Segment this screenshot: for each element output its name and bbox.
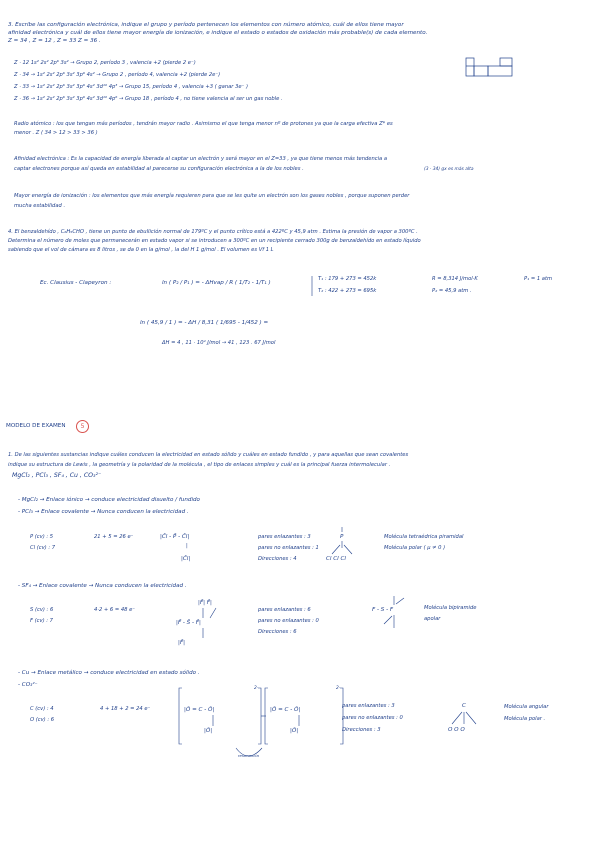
sf4-pairs-lone: pares no enlazantes : 0: [258, 618, 319, 624]
co3-lewis-a: |Ō = C - Ō|: [184, 707, 215, 713]
q1-substances: MgCl₂ , PCl₃ , SF₄ , Cu , CO₃²⁻: [12, 472, 102, 479]
q3-statement-line-3: Z = 34 , Z = 12 , Z = 33 Z = 36 .: [8, 38, 101, 44]
pcl3-ve-p: P (cv) : 5: [30, 534, 54, 540]
pcl3-lewis-bond: |: [186, 543, 188, 549]
q4-p1: P₁ = 1 atm: [524, 276, 553, 282]
q4-p2: P₂ = 45,9 atm .: [432, 288, 472, 294]
sf4-molecule-polarity: apolar: [424, 616, 441, 622]
co3-lewis-b: |Ō = C - Ō|: [270, 707, 301, 713]
q4-clausius-label: Ec. Clausius - Clapeyron :: [40, 280, 112, 286]
q4-t2: T₂ : 422 + 273 = 695k: [318, 288, 377, 294]
sf4-ve-s: S (cv) : 6: [30, 607, 54, 613]
q3-ionization-line-1: Mayor energía de ionización : los elementos que más energía requieren para que se les quite un electrón son los gases nobles , porque suponen perder: [14, 193, 410, 199]
q3-ionization-line-2: mucha estabilidad .: [14, 203, 66, 209]
pcl3-directions: Direcciones : 4: [258, 556, 297, 562]
sf4-molecule-geometry: Molécula bipiramide: [424, 605, 477, 611]
pcl3-ve-cl: Cl (cv) : 7: [30, 545, 56, 551]
q3-statement-line-2: afinidad electrónica y cuál de ellos tiene mayor energía de ionización, e indique el estado o estados de oxidación más probable(s) de cada elemento.: [8, 30, 428, 36]
sf4-lewis-bottom: |F̄|: [178, 640, 185, 646]
sf4-ve-f: F (cv) : 7: [30, 618, 53, 624]
pcl3-lewis-top: |C̄l - P̄ - C̄l|: [160, 534, 190, 540]
co3-ve-c: C (cv) : 4: [30, 706, 54, 712]
pcl3-pairs-lone: pares no enlazantes : 1: [258, 545, 319, 551]
pcl3-molecule-polarity: Molécula polar ( μ ≠ 0 ): [384, 545, 446, 551]
co3-pairs-lone: pares no enlazantes : 0: [342, 715, 403, 721]
co3-resonance-label: resonancia: [238, 753, 259, 758]
co3-lewis-a-oxygen: |Ō|: [204, 728, 213, 734]
co3-charge-a: 2-: [254, 686, 259, 691]
co3-charge-b: 2-: [336, 686, 341, 691]
sf4-geometry: F - S - F: [372, 607, 394, 613]
q1-statement-line-2: indique su estructura de Lewis , la geometría y la polaridad de la molécula , el tipo de enlaces simples y cuál es la principal fuerza intermolecular .: [8, 462, 391, 468]
q3-affinity-line-2: captar electrones porque así queda en estabilidad al parecerse su configuración electrónica a la de los nobles .: [14, 166, 304, 172]
pcl3-molecule-geometry: Molécula tetraédrica piramidal: [384, 534, 464, 540]
co3-pairs-bonding: pares enlazantes : 3: [342, 703, 395, 709]
sf4-electron-sum: 4·2 + 6 = 48 e⁻: [94, 607, 136, 613]
q1-cu: - Cu → Enlace metálico → conduce electricidad en estado sólido .: [18, 670, 200, 676]
q3-radius-line-1: Radio atómico : los que tengan más períodos , tendrán mayor radio . Asimismo el que tenga menor nº de protones ya que la carga efectiva Z* es: [14, 121, 393, 127]
q1-sf4: - SF₄ → Enlace covalente → Nunca conducen la electricidad .: [18, 583, 187, 589]
q4-statement-line-1: 4. El benzaldehído , C₆H₅CHO , tiene un punto de ebullición normal de 179ºC y el punto crítico está a 422ºC y 45,9 atm . Estima la presión de vapor a 300ºC .: [8, 229, 418, 235]
q4-statement-line-3: sabiendo que el vol de cámara es 8 litros , se da 0 en la g/mol , la del H 1 g/mol . El volumen es Vf 1 L: [8, 247, 274, 253]
sf4-directions: Direcciones : 6: [258, 629, 297, 635]
q1-pcl3: - PCl₃ → Enlace covalente → Nunca conducen la electricidad .: [18, 509, 189, 515]
q4-equation-2: ln ( 45,9 / 1 ) = - ΔH / 8,31 ( 1/695 - 1/452 ) =: [140, 320, 269, 326]
q4-statement-line-2: Determina el número de moles que permanecerán en estado vapor si se introducen a 300ºC en un recipiente cerrado 300g de benzaldehído en estado líquido: [8, 238, 421, 244]
q3-config-z33: Z · 33 → 1s² 2s² 2p⁶ 3s² 3p⁶ 4s² 3d¹⁰ 4p³ → Grupo 15, período 4 , valencia +3 ( ganar 3e⁻ ): [14, 84, 248, 90]
q4-r-const: R = 8,314 J/mol·K: [432, 276, 478, 282]
co3-molecule-geometry: Molécula angular: [504, 704, 549, 710]
model-title: MODELO DE EXAMEN: [6, 423, 66, 429]
q3-config-z12: Z · 12 1s² 2s² 2p⁶ 3s² → Grupo 2, período 3 , valencia +2 (pierde 2 e⁻): [14, 60, 196, 66]
q4-equation-1: ln ( P₂ / P₁ ) = - ΔHvap / R ( 1/T₂ - 1/T₁ ): [162, 280, 271, 286]
co3-electron-sum: 4 + 18 + 2 = 24 e⁻: [100, 706, 151, 712]
co3-directions: Direcciones : 3: [342, 727, 381, 733]
co3-geometry-o: O O O: [448, 727, 465, 733]
q3-config-z34: Z · 34 → 1s² 2s² 2p⁶ 3s² 3p⁶ 4s² → Grupo 2 , período 4, valencia +2 (pierde 2e⁻): [14, 72, 221, 78]
co3-molecule-polarity: Molécula polar .: [504, 716, 546, 722]
co3-ve-o: O (cv) : 6: [30, 717, 55, 723]
sf4-pairs-bonding: pares enlazantes : 6: [258, 607, 311, 613]
model-number: 5: [80, 423, 85, 430]
pcl3-lewis-bottom: |C̄l|: [181, 556, 191, 562]
q1-co3: - CO₃²⁻: [18, 682, 38, 688]
pcl3-geometry-cl: Cl Cl Cl: [326, 556, 346, 562]
q3-statement-line-1: 3. Escribe las configuración electrónica, indique el grupo y período pertenecen los elementos con número atómico, cuál de ellos tiene mayor: [8, 22, 404, 28]
pcl3-geometry-p: P: [340, 534, 344, 540]
sf4-lewis-top: |F̄| F̄|: [198, 600, 212, 606]
pcl3-electron-sum: 21 + 5 = 26 e⁻: [94, 534, 134, 540]
q1-statement-line-1: 1. De las siguientes sustancias indique cuáles conducen la electricidad en estado sólido y cuáles en estado fundido , y para aquellas que sean covalentes: [8, 452, 409, 458]
q3-affinity-line-1: Afinidad electrónica : Es la capacidad de energía liberada al captar un electrón y será mayor en el Z=33 , ya que tiene menos más tendencia a: [14, 156, 388, 162]
q4-result: ΔH = 4 , 11 · 10⁴ J/mol → 41 , 123 . 67 J/mol: [162, 340, 276, 346]
q4-t1: T₁ : 179 + 273 = 452k: [318, 276, 377, 282]
q3-radius-line-2: menor . Z ( 34 > 12 > 33 > 36 ): [14, 130, 98, 136]
co3-lewis-b-oxygen: |Ō|: [290, 728, 299, 734]
q1-mgcl2: - MgCl₂ → Enlace iónico → conduce electricidad disuelto / fundido: [18, 497, 200, 503]
q3-affinity-note: (3 · 34) gx es más alta: [424, 167, 474, 172]
co3-geometry-c: C: [462, 703, 466, 709]
q3-config-z36: Z · 36 → 1s² 2s² 2p⁶ 3s² 3p⁶ 4s² 3d¹⁰ 4p⁶ → Grupo 18 , período 4 , no tiene valencia al ser un gas noble .: [14, 96, 283, 102]
pcl3-pairs-bonding: pares enlazantes : 3: [258, 534, 311, 540]
sf4-lewis-middle: |F̄ - S̄ - F̄|: [176, 620, 201, 626]
